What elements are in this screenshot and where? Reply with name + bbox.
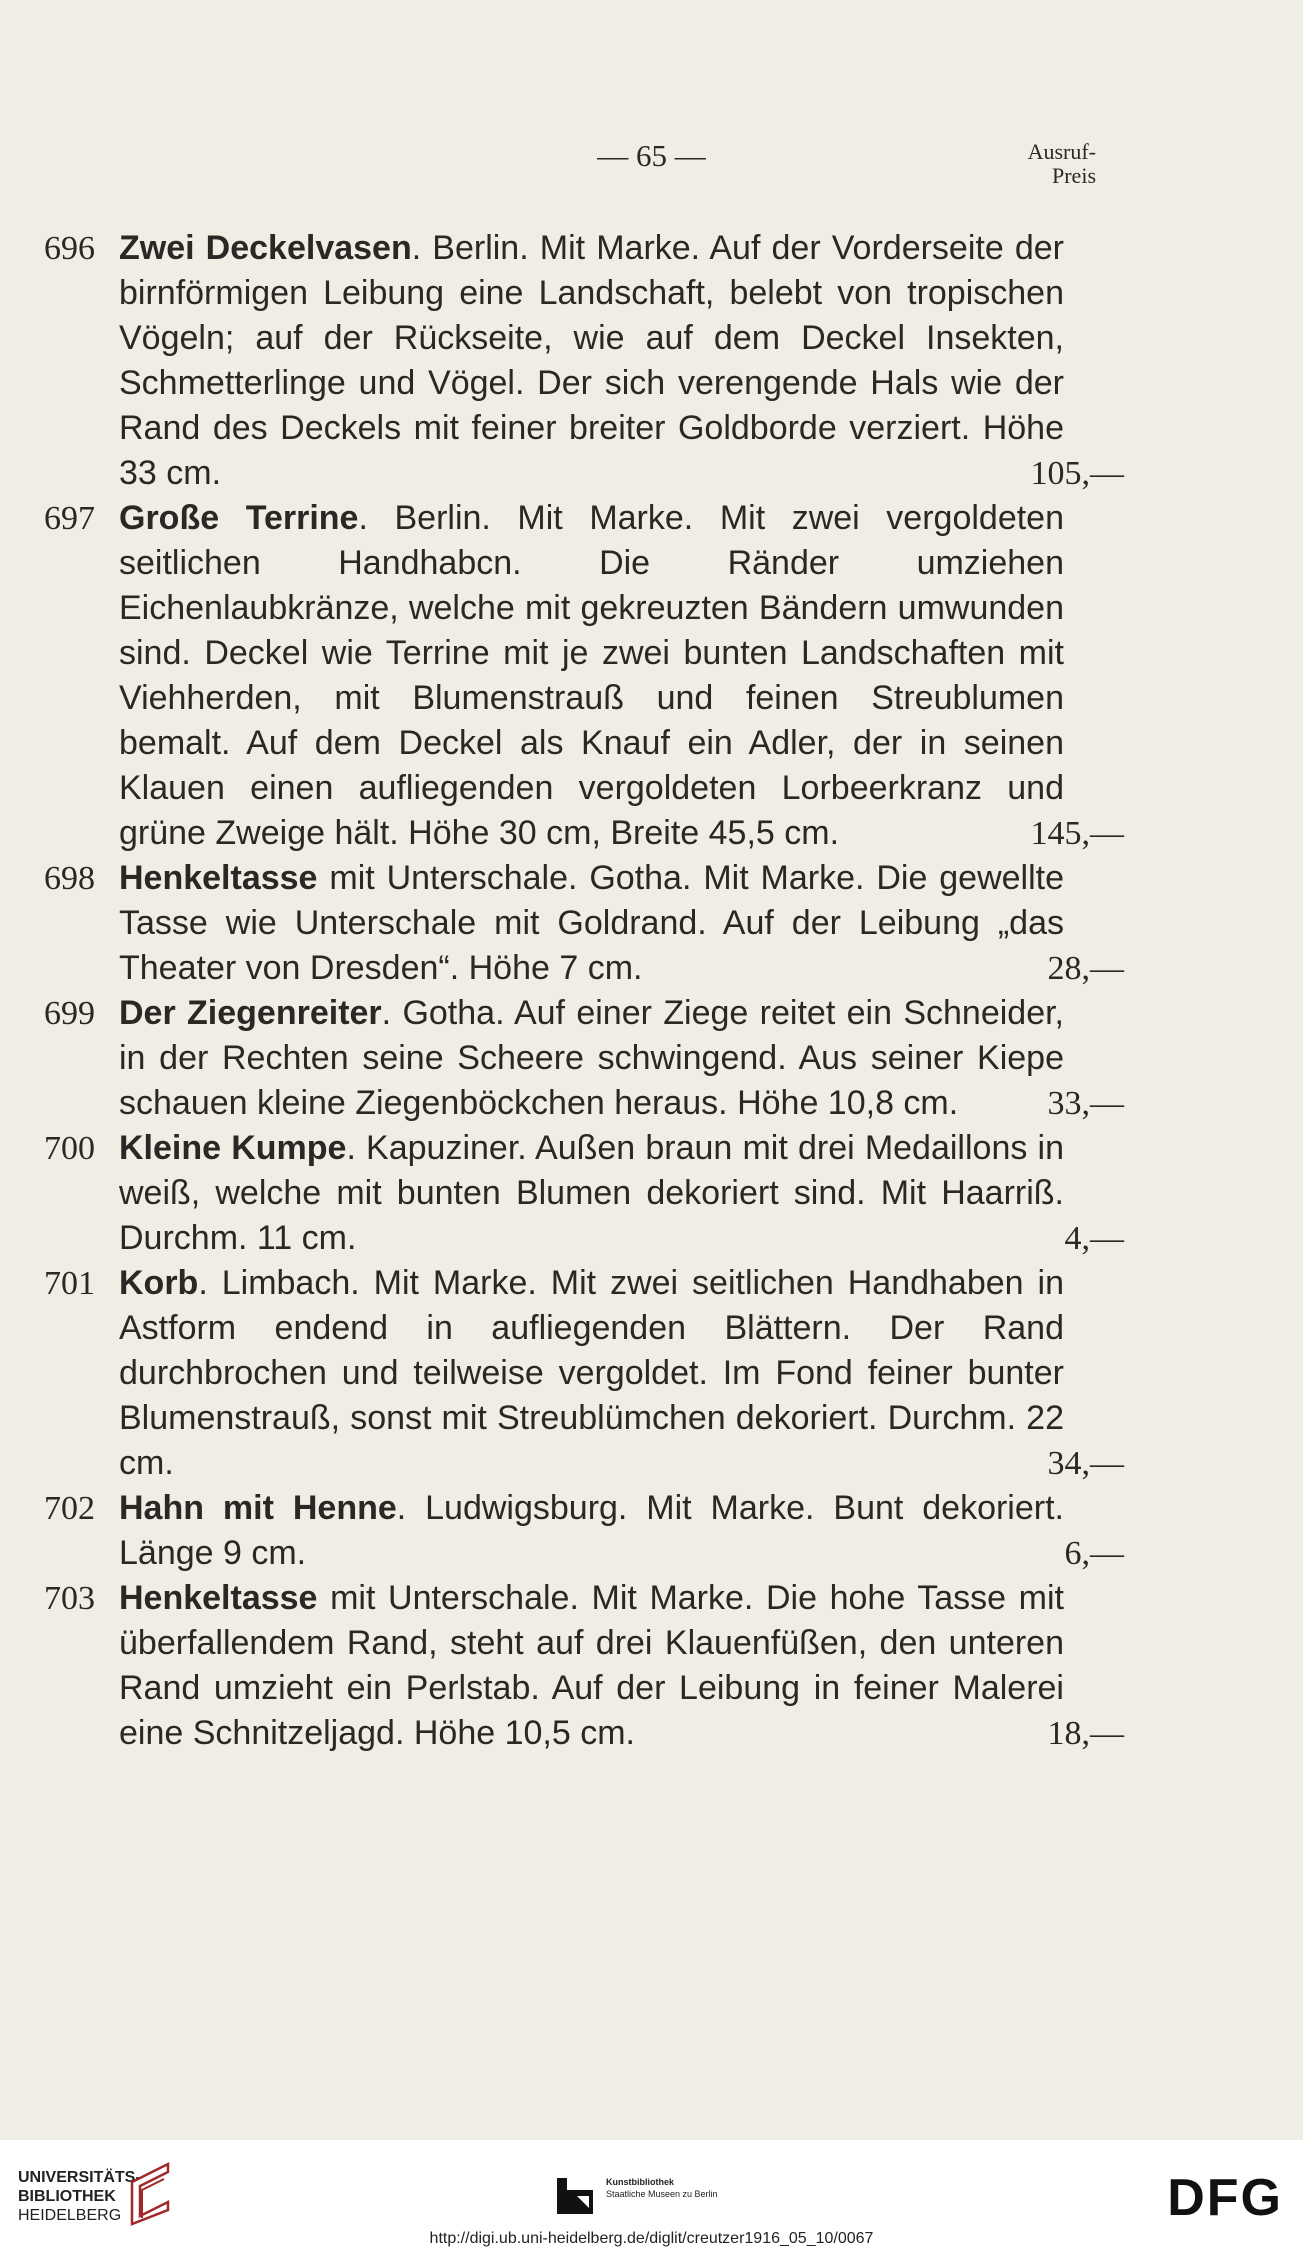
university-library-logo-text xyxy=(18,2168,141,2225)
lot-number: 703 xyxy=(44,1580,95,1617)
lot-description xyxy=(119,856,1064,991)
price-header-line1: Ausruf- xyxy=(1027,139,1096,164)
lot-text: . Limbach. Mit Marke. Mit zwei seitlichen Handhaben in Astform endend in aufliegenden Blättern. Der Rand durchbrochen und teilweise vergoldet. Im Fond feiner bunter Blumenstrauß, sonst mit Streublümchen dekoriert. Durchm. 22 cm. xyxy=(119,1264,1064,1482)
lot-title: Henkeltasse xyxy=(119,1579,318,1617)
lot-number: 701 xyxy=(44,1265,95,1302)
lot-text: . Ludwigsburg. Mit Marke. Bunt dekoriert. Länge 9 cm. xyxy=(119,1489,1064,1572)
lot-title: Große Terrine xyxy=(119,499,359,537)
lot-description xyxy=(119,1261,1064,1486)
lot-description xyxy=(119,496,1064,856)
lot-entry xyxy=(44,496,1124,856)
lot-price: 18,— xyxy=(1047,1715,1124,1752)
lot-entry xyxy=(44,226,1124,496)
price-column-header xyxy=(976,140,1096,188)
lot-title: Hahn mit Henne xyxy=(119,1489,397,1527)
library-logo-icon xyxy=(128,2160,174,2230)
lot-text: mit Unterschale. Gotha. Mit Marke. Die gewellte Tasse wie Unterschale mit Goldrand. Auf der Leibung „das Theater von Dresden“. Höhe 7 cm. xyxy=(119,859,1064,987)
lot-title: Korb xyxy=(119,1264,199,1302)
lot-entry xyxy=(44,991,1124,1126)
lot-number: 698 xyxy=(44,860,95,897)
lot-number: 700 xyxy=(44,1130,95,1167)
ub-line3: HEIDELBERG xyxy=(18,2207,122,2224)
lot-price: 105,— xyxy=(1030,455,1124,492)
lot-description xyxy=(119,1486,1064,1576)
lot-price: 28,— xyxy=(1047,950,1124,987)
lot-entry xyxy=(44,1261,1124,1486)
lot-number: 697 xyxy=(44,500,95,537)
lot-price: 34,— xyxy=(1047,1445,1124,1482)
lot-description xyxy=(119,1126,1064,1261)
lot-title: Zwei Deckelvasen xyxy=(119,229,412,267)
page-number: — 65 — xyxy=(597,138,706,173)
permalink-url[interactable]: http://digi.ub.uni-heidelberg.de/diglit/creutzer1916_05_10/0067 xyxy=(429,2230,874,2247)
lot-text: . Berlin. Mit Marke. Auf der Vorderseite der birnförmigen Leibung eine Landschaft, belebt von tropischen Vögeln; auf der Rückseite, wie auf dem Deckel Insekten, Schmetterlinge und Vögel. Der sich verengende Hals wie der Rand des Deckels mit feiner breiter Goldborde verziert. Höhe 33 cm. xyxy=(119,229,1065,492)
lot-title: Kleine Kumpe xyxy=(119,1129,347,1167)
lot-entry xyxy=(44,1576,1124,1756)
lot-number: 702 xyxy=(44,1490,95,1527)
lot-price: 33,— xyxy=(1047,1085,1124,1122)
lot-price: 6,— xyxy=(1064,1535,1124,1572)
lot-number: 696 xyxy=(44,230,95,267)
lot-description xyxy=(119,1576,1064,1756)
lot-list xyxy=(44,226,1124,1756)
ub-line1: UNIVERSITÄTS- xyxy=(18,2169,141,2186)
lot-entry xyxy=(44,856,1124,991)
lot-text: mit Unterschale. Mit Marke. Die hohe Tasse mit überfallendem Rand, steht auf drei Klauenfüßen, den unteren Rand umzieht ein Perlstab. Auf der Leibung in feiner Malerei eine Schnitzeljagd. Höhe 10,5 cm. xyxy=(119,1579,1064,1752)
lot-title: Henkeltasse xyxy=(119,859,318,897)
lot-entry xyxy=(44,1486,1124,1576)
lot-price: 145,— xyxy=(1030,815,1124,852)
kunstbibliothek-logo-icon xyxy=(555,2176,595,2216)
dfg-logo: DFG xyxy=(1167,2169,1283,2227)
lot-description xyxy=(119,991,1064,1126)
kb-line1: Kunstbibliothek xyxy=(606,2177,674,2187)
lot-text: . Berlin. Mit Marke. Mit zwei vergoldeten seitlichen Handhabcn. Die Ränder umziehen Eichenlaubkränze, welche mit gekreuzten Bändern umwunden sind. Deckel wie Terrine mit je zwei bunten Landschaften mit Viehherden, mit Blumenstrauß und feinen Streublumen bemalt. Auf dem Deckel als Knauf ein Adler, der in seinen Klauen einen aufliegenden vergoldeten Lorbeerkranz und grüne Zweige hält. Höhe 30 cm, Breite 45,5 cm. xyxy=(119,499,1064,852)
kb-line2: Staatliche Museen zu Berlin xyxy=(606,2189,718,2199)
price-header-line2: Preis xyxy=(1052,163,1096,188)
lot-text: . Gotha. Auf einer Ziege reitet ein Schneider, in der Rechten seine Scheere schwingend. Aus seiner Kiepe schauen kleine Ziegenböckchen heraus. Höhe 10,8 cm. xyxy=(119,994,1064,1122)
ub-line2: BIBLIOTHEK xyxy=(18,2188,116,2205)
lot-number: 699 xyxy=(44,995,95,1032)
lot-price: 4,— xyxy=(1064,1220,1124,1257)
lot-text: . Kapuziner. Außen braun mit drei Medaillons in weiß, welche mit bunten Blumen dekoriert sind. Mit Haarriß. Durchm. 11 cm. xyxy=(119,1129,1064,1257)
lot-description xyxy=(119,226,1064,496)
lot-title: Der Ziegenreiter xyxy=(119,994,382,1032)
kunstbibliothek-label xyxy=(606,2176,718,2200)
lot-entry xyxy=(44,1126,1124,1261)
